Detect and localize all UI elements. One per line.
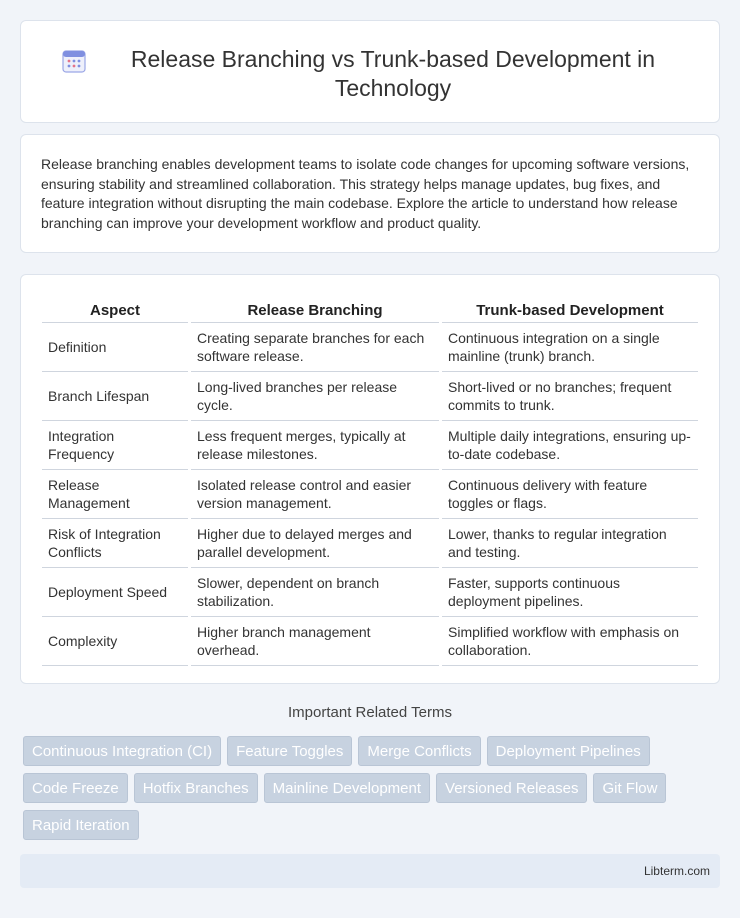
- cell-aspect: Risk of Integration Conflicts: [42, 519, 188, 568]
- tag-versioned-releases[interactable]: Versioned Releases: [436, 773, 587, 803]
- tag-code-freeze[interactable]: Code Freeze: [23, 773, 128, 803]
- column-header-release-branching: Release Branching: [191, 295, 439, 323]
- page-title: Release Branching vs Trunk-based Development in Technology: [130, 46, 656, 101]
- footer: [20, 854, 720, 888]
- column-header-trunk-based: Trunk-based Development: [442, 295, 698, 323]
- column-header-aspect: Aspect: [42, 295, 188, 323]
- intro-card: [20, 134, 720, 253]
- tag-mainline-development[interactable]: Mainline Development: [264, 773, 430, 803]
- related-terms-title: Important Related Terms: [288, 704, 452, 721]
- cell-trunk-based: Continuous integration on a single mainline (trunk) branch.: [442, 323, 698, 372]
- cell-aspect: Deployment Speed: [42, 568, 188, 617]
- tag-continuous-integration[interactable]: Continuous Integration (CI): [23, 736, 221, 766]
- cell-release-branching: Creating separate branches for each software release.: [191, 323, 439, 372]
- cell-aspect: Integration Frequency: [42, 421, 188, 470]
- tag-rapid-iteration[interactable]: Rapid Iteration: [23, 810, 139, 840]
- table-row: [42, 617, 698, 666]
- table-row: [42, 519, 698, 568]
- cell-aspect: Definition: [42, 323, 188, 372]
- cell-trunk-based: Short-lived or no branches; frequent commits to trunk.: [442, 372, 698, 421]
- table-row: [42, 372, 698, 421]
- table-header-row: [42, 295, 698, 323]
- cell-trunk-based: Simplified workflow with emphasis on collaboration.: [442, 617, 698, 666]
- comparison-table: [39, 295, 701, 666]
- footer-site-link[interactable]: Libterm.com: [643, 864, 710, 878]
- table-row: [42, 323, 698, 372]
- cell-trunk-based: Continuous delivery with feature toggles or flags.: [442, 470, 698, 519]
- tag-git-flow[interactable]: Git Flow: [593, 773, 666, 803]
- table-row: [42, 470, 698, 519]
- cell-trunk-based: Faster, supports continuous deployment pipelines.: [442, 568, 698, 617]
- cell-release-branching: Isolated release control and easier version management.: [191, 470, 439, 519]
- intro-text: Release branching enables development teams to isolate code changes for upcoming software versions, ensuring stability and streamlined collaboration. This strategy helps manage updates, bug fixes, and feature integration without disrupting the main codebase. Explore the article to understand how release branching can improve your development workflow and product quality.: [41, 156, 690, 231]
- related-terms-list: [23, 736, 703, 840]
- tag-merge-conflicts[interactable]: Merge Conflicts: [358, 736, 480, 766]
- table-row: [42, 568, 698, 617]
- calendar-icon: [61, 48, 87, 74]
- comparison-table-card: [20, 274, 720, 684]
- cell-aspect: Release Management: [42, 470, 188, 519]
- cell-release-branching: Long-lived branches per release cycle.: [191, 372, 439, 421]
- table-row: [42, 421, 698, 470]
- cell-trunk-based: Multiple daily integrations, ensuring up-to-date codebase.: [442, 421, 698, 470]
- cell-release-branching: Slower, dependent on branch stabilization.: [191, 568, 439, 617]
- cell-release-branching: Higher due to delayed merges and parallel development.: [191, 519, 439, 568]
- cell-aspect: Complexity: [42, 617, 188, 666]
- tag-deployment-pipelines[interactable]: Deployment Pipelines: [487, 736, 650, 766]
- cell-trunk-based: Lower, thanks to regular integration and testing.: [442, 519, 698, 568]
- cell-aspect: Branch Lifespan: [42, 372, 188, 421]
- cell-release-branching: Less frequent merges, typically at release milestones.: [191, 421, 439, 470]
- tag-hotfix-branches[interactable]: Hotfix Branches: [134, 773, 258, 803]
- tag-feature-toggles[interactable]: Feature Toggles: [227, 736, 352, 766]
- cell-release-branching: Higher branch management overhead.: [191, 617, 439, 666]
- header-card: [20, 20, 720, 123]
